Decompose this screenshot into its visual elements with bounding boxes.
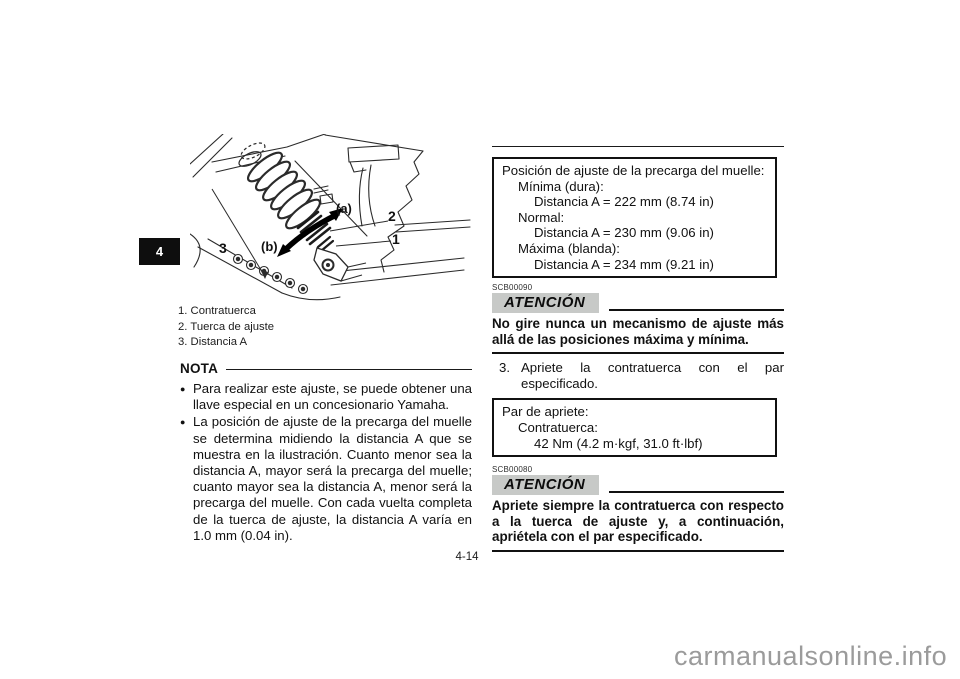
torque-arm-line [395, 220, 470, 225]
spec-title: Posición de ajuste de la precarga del muelle: [502, 163, 765, 178]
step-text: Apriete la contratuerca con el par especificado. [521, 360, 784, 392]
lower-shock-mount [314, 248, 366, 281]
caption-item: 1. Contratuerca [178, 305, 256, 317]
spec-value: Distancia A = 230 mm (9.06 in) [534, 225, 714, 241]
caution-rule [609, 491, 784, 493]
caption-item: 3. Distancia A [178, 336, 248, 349]
label-1: 1 [392, 231, 400, 247]
caution-close-rule [492, 550, 784, 552]
reservoir-edge [369, 165, 375, 226]
caution-text: No gire nunca un mecanismo de ajuste más allá de las posiciones máxima y mínima. [492, 316, 784, 347]
caution-badge: ATENCIÓN [492, 475, 599, 495]
spec-label: Normal: [518, 209, 565, 225]
caution-code: SCB00080 [492, 465, 533, 475]
caution-badge: ATENCIÓN [492, 293, 599, 313]
note-header [180, 361, 472, 376]
bullet-text: La posición de ajuste de la precarga del muelle se determina midiendo la distancia A que se muestra en la ilustración. Cuanto menor sea la distancia A, mayor será la precarga del muelle; cuanto mayor sea la distancia A, menor será la precarga del muelle. Con cada vuelta completa de la tuerca de ajuste, la distancia A varía en 1.0 mm (0.04 in). [193, 414, 472, 543]
spec-label: Mínima (dura): [518, 178, 604, 194]
note-section [180, 361, 472, 544]
spec-value: Distancia A = 234 mm (9.21 in) [534, 256, 714, 272]
preload-spec-box [492, 157, 777, 278]
spec-value: 42 Nm (4.2 m·kgf, 31.0 ft·lbf) [534, 435, 703, 451]
swingarm-bottom [331, 270, 464, 285]
torque-spec-box [492, 398, 777, 457]
torque-arm-line [396, 227, 470, 232]
note-bullets [180, 381, 472, 544]
bullet-icon: ● [180, 384, 186, 394]
chapter-tab: 4 [139, 238, 180, 265]
bracket-line [350, 162, 366, 172]
lower-frame-curve [282, 293, 340, 300]
caution-header [492, 293, 784, 313]
shock-absorber-illustration [190, 134, 472, 305]
spec-value: Distancia A = 222 mm (8.74 in) [534, 194, 714, 210]
watermark: carmanualsonline.info [674, 641, 948, 671]
note-bullet [180, 381, 472, 413]
note-bullet [180, 414, 472, 544]
frame-line [190, 134, 223, 164]
caption-item: 2. Tuerca de ajuste [178, 320, 275, 333]
caution-code: SCB00090 [492, 283, 533, 293]
caution-close-rule [492, 352, 784, 354]
label-a: (a) [336, 201, 352, 216]
page-number: 4-14 [455, 551, 479, 563]
frame-top-rail [325, 135, 423, 151]
figure-caption [178, 304, 274, 351]
caution-rule [609, 309, 784, 311]
label-2: 2 [388, 208, 396, 224]
label-b: (b) [261, 239, 278, 254]
section-divider [492, 146, 784, 147]
step-number: 3. [499, 360, 510, 376]
step-3 [492, 360, 784, 392]
spec-label: Contratuerca: [518, 419, 598, 435]
caution-text: Apriete siempre la contratuerca con respecto a la tuerca de ajuste y, a continuación, apriétela con el par especificado. [492, 498, 784, 545]
label-3: 3 [219, 240, 227, 256]
right-column [492, 146, 784, 552]
shock-absorber-line-art [190, 134, 472, 305]
caution-header [492, 475, 784, 495]
reservoir-edge [359, 168, 363, 226]
note-rule [226, 369, 472, 370]
airbox-panel [348, 145, 399, 162]
bullet-text: Para realizar este ajuste, se puede obtener una llave especial en un concesionario Yamaha. [193, 381, 472, 413]
sprocket-cover [190, 234, 200, 267]
note-title: NOTA [180, 361, 219, 376]
spec-title: Par de apriete: [502, 404, 589, 420]
bullet-icon: ● [180, 417, 186, 428]
spec-label: Máxima (blanda): [518, 240, 620, 256]
